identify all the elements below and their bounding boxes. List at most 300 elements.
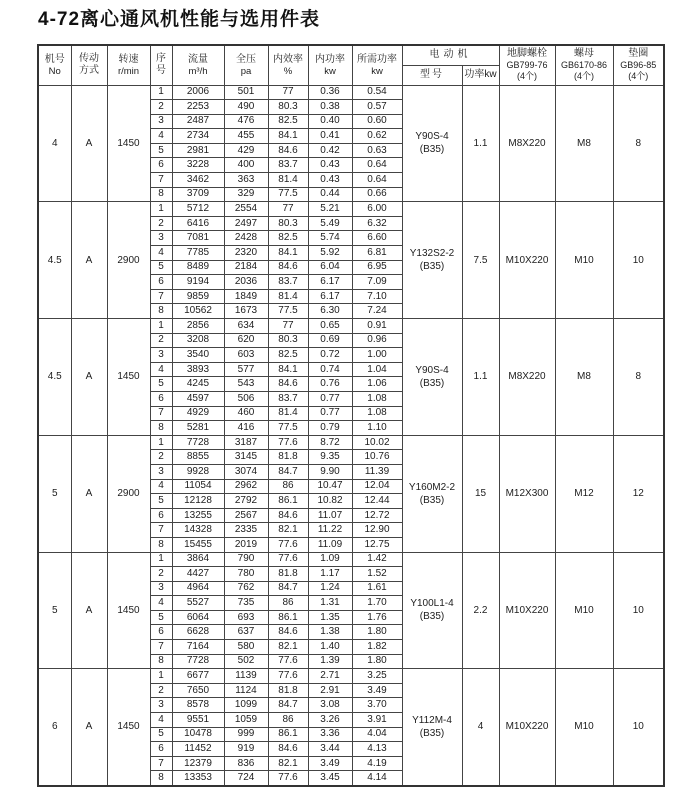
- cell-efficiency: 86: [268, 596, 308, 611]
- cell-required-power: 1.10: [352, 421, 402, 436]
- motor-model-text: Y160M2-2: [408, 481, 456, 493]
- header-efficiency-line1: 内效率: [273, 53, 303, 65]
- cell-flow: 15455: [172, 537, 224, 552]
- cell-power: 3.36: [308, 727, 352, 742]
- cell-power: 5.92: [308, 246, 352, 261]
- cell-flow: 13353: [172, 771, 224, 786]
- header-efficiency: [268, 45, 308, 85]
- cell-required-power: 1.08: [352, 406, 402, 421]
- cell-machine-no: 5: [38, 552, 71, 669]
- motor-model-text: Y90S-4: [415, 364, 449, 376]
- header-flow-line2: m³/h: [188, 65, 208, 77]
- cell-seq: 8: [150, 421, 172, 436]
- cell-required-power: 1.70: [352, 596, 402, 611]
- cell-power: 6.17: [308, 289, 352, 304]
- cell-flow: 3540: [172, 348, 224, 363]
- cell-seq: 8: [150, 187, 172, 202]
- cell-pressure: 1673: [224, 304, 268, 319]
- cell-efficiency: 82.1: [268, 640, 308, 655]
- header-washer-line1: 垫圈: [628, 48, 649, 60]
- cell-flow: 9928: [172, 464, 224, 479]
- cell-power: 5.21: [308, 202, 352, 217]
- header-anchor-line1: 地脚螺栓: [507, 48, 547, 60]
- cell-pressure: 476: [224, 114, 268, 129]
- cell-flow: 6064: [172, 610, 224, 625]
- cell-speed: 1450: [107, 319, 150, 436]
- cell-seq: 3: [150, 231, 172, 246]
- header-seq-line2: 号: [156, 65, 166, 77]
- cell-required-power: 12.72: [352, 508, 402, 523]
- cell-seq: 8: [150, 771, 172, 786]
- cell-motor-model: [402, 435, 462, 552]
- cell-required-power: 0.66: [352, 187, 402, 202]
- cell-pressure: 790: [224, 552, 268, 567]
- header-anchor-line3: (4个): [517, 71, 537, 82]
- cell-required-power: 3.70: [352, 698, 402, 713]
- cell-seq: 1: [150, 85, 172, 100]
- cell-efficiency: 77.6: [268, 669, 308, 684]
- cell-pressure: 506: [224, 391, 268, 406]
- cell-power: 5.74: [308, 231, 352, 246]
- cell-motor-power: 4: [462, 669, 499, 786]
- cell-seq: 4: [150, 129, 172, 144]
- cell-power: 0.79: [308, 421, 352, 436]
- cell-required-power: 0.63: [352, 143, 402, 158]
- cell-flow: 4929: [172, 406, 224, 421]
- cell-motor-power: 1.1: [462, 319, 499, 436]
- cell-efficiency: 82.1: [268, 523, 308, 538]
- cell-pressure: 3187: [224, 435, 268, 450]
- motor-frame-text: (B35): [419, 144, 445, 156]
- cell-pressure: 1099: [224, 698, 268, 713]
- cell-required-power: 11.39: [352, 464, 402, 479]
- cell-required-power: 6.81: [352, 246, 402, 261]
- cell-efficiency: 84.7: [268, 581, 308, 596]
- cell-flow: 11054: [172, 479, 224, 494]
- cell-pressure: 620: [224, 333, 268, 348]
- cell-nut: M10: [555, 669, 613, 786]
- cell-pressure: 724: [224, 771, 268, 786]
- cell-seq: 3: [150, 464, 172, 479]
- cell-flow: 13255: [172, 508, 224, 523]
- cell-motor-model: [402, 85, 462, 202]
- cell-required-power: 4.14: [352, 771, 402, 786]
- cell-seq: 6: [150, 508, 172, 523]
- cell-required-power: 3.25: [352, 669, 402, 684]
- cell-motor-model: [402, 202, 462, 319]
- cell-seq: 7: [150, 756, 172, 771]
- motor-model-text: Y112M-4: [412, 714, 452, 726]
- cell-efficiency: 82.5: [268, 231, 308, 246]
- cell-anchor-bolt: M12X300: [499, 435, 555, 552]
- cell-required-power: 0.57: [352, 100, 402, 115]
- table-header: [38, 45, 664, 85]
- cell-nut: M12: [555, 435, 613, 552]
- cell-flow: 11452: [172, 742, 224, 757]
- cell-flow: 9859: [172, 289, 224, 304]
- header-drive-line1: 传动: [79, 53, 99, 65]
- cell-anchor-bolt: M10X220: [499, 202, 555, 319]
- cell-efficiency: 84.7: [268, 464, 308, 479]
- cell-pressure: 2320: [224, 246, 268, 261]
- cell-power: 11.07: [308, 508, 352, 523]
- cell-drive-mode: A: [71, 85, 107, 202]
- cell-motor-model: [402, 319, 462, 436]
- cell-power: 1.38: [308, 625, 352, 640]
- cell-pressure: 490: [224, 100, 268, 115]
- cell-pressure: 577: [224, 362, 268, 377]
- header-washer-line3: (4个): [628, 71, 649, 82]
- cell-flow: 7728: [172, 435, 224, 450]
- cell-machine-no: 4: [38, 85, 71, 202]
- cell-pressure: 400: [224, 158, 268, 173]
- cell-required-power: 0.91: [352, 319, 402, 334]
- cell-power: 3.45: [308, 771, 352, 786]
- cell-power: 11.22: [308, 523, 352, 538]
- header-power: [308, 45, 352, 85]
- cell-pressure: 693: [224, 610, 268, 625]
- cell-pressure: 1059: [224, 713, 268, 728]
- cell-efficiency: 80.3: [268, 216, 308, 231]
- motor-frame-text: (B35): [419, 377, 445, 389]
- cell-pressure: 363: [224, 173, 268, 188]
- cell-flow: 3893: [172, 362, 224, 377]
- cell-power: 0.72: [308, 348, 352, 363]
- cell-required-power: 6.32: [352, 216, 402, 231]
- cell-efficiency: 80.3: [268, 333, 308, 348]
- cell-flow: 10562: [172, 304, 224, 319]
- motor-frame-text: (B35): [419, 494, 445, 506]
- header-anchor-line2: GB799-76: [506, 60, 548, 71]
- cell-flow: 2981: [172, 143, 224, 158]
- header-efficiency-line2: %: [283, 65, 293, 77]
- cell-efficiency: 84.6: [268, 260, 308, 275]
- cell-pressure: 543: [224, 377, 268, 392]
- cell-efficiency: 82.1: [268, 756, 308, 771]
- cell-required-power: 4.19: [352, 756, 402, 771]
- cell-pressure: 501: [224, 85, 268, 100]
- table-row: [38, 669, 664, 684]
- cell-flow: 9551: [172, 713, 224, 728]
- cell-flow: 5281: [172, 421, 224, 436]
- header-flow: [172, 45, 224, 85]
- cell-efficiency: 77.6: [268, 537, 308, 552]
- cell-required-power: 1.76: [352, 610, 402, 625]
- cell-pressure: 762: [224, 581, 268, 596]
- cell-pressure: 460: [224, 406, 268, 421]
- cell-required-power: 6.60: [352, 231, 402, 246]
- cell-seq: 2: [150, 100, 172, 115]
- cell-power: 0.43: [308, 173, 352, 188]
- header-power-line1: 内功率: [315, 53, 345, 65]
- header-speed-line2: r/min: [117, 65, 140, 77]
- cell-efficiency: 82.5: [268, 114, 308, 129]
- cell-seq: 3: [150, 698, 172, 713]
- cell-efficiency: 83.7: [268, 275, 308, 290]
- cell-efficiency: 77.5: [268, 304, 308, 319]
- cell-pressure: 2792: [224, 494, 268, 509]
- cell-motor-power: 7.5: [462, 202, 499, 319]
- cell-pressure: 836: [224, 756, 268, 771]
- cell-seq: 3: [150, 581, 172, 596]
- cell-drive-mode: A: [71, 202, 107, 319]
- cell-pressure: 580: [224, 640, 268, 655]
- header-machine-no-line1: 机号: [44, 53, 65, 65]
- cell-power: 1.24: [308, 581, 352, 596]
- cell-pressure: 3074: [224, 464, 268, 479]
- cell-flow: 7081: [172, 231, 224, 246]
- cell-required-power: 0.54: [352, 85, 402, 100]
- cell-machine-no: 6: [38, 669, 71, 786]
- cell-power: 5.49: [308, 216, 352, 231]
- cell-required-power: 12.44: [352, 494, 402, 509]
- cell-washer: 12: [613, 435, 664, 552]
- cell-pressure: 999: [224, 727, 268, 742]
- cell-efficiency: 81.8: [268, 567, 308, 582]
- header-anchor-bolt: [499, 45, 555, 85]
- cell-seq: 5: [150, 727, 172, 742]
- cell-efficiency: 77: [268, 202, 308, 217]
- cell-efficiency: 84.7: [268, 698, 308, 713]
- cell-required-power: 7.09: [352, 275, 402, 290]
- header-machine-no: [38, 45, 71, 85]
- cell-pressure: 1124: [224, 683, 268, 698]
- header-required-power: [352, 45, 402, 85]
- cell-seq: 4: [150, 713, 172, 728]
- cell-pressure: 735: [224, 596, 268, 611]
- cell-pressure: 429: [224, 143, 268, 158]
- cell-pressure: 919: [224, 742, 268, 757]
- cell-nut: M8: [555, 85, 613, 202]
- motor-frame-text: (B35): [419, 611, 445, 623]
- cell-machine-no: 5: [38, 435, 71, 552]
- cell-pressure: 2184: [224, 260, 268, 275]
- cell-flow: 7650: [172, 683, 224, 698]
- cell-efficiency: 77.6: [268, 552, 308, 567]
- cell-flow: 3228: [172, 158, 224, 173]
- cell-efficiency: 81.4: [268, 289, 308, 304]
- cell-efficiency: 83.7: [268, 158, 308, 173]
- cell-efficiency: 77.5: [268, 421, 308, 436]
- cell-washer: 10: [613, 202, 664, 319]
- cell-power: 0.65: [308, 319, 352, 334]
- cell-seq: 6: [150, 275, 172, 290]
- page-title: 4-72离心通风机性能与选用件表: [38, 9, 321, 30]
- cell-pressure: 2962: [224, 479, 268, 494]
- cell-required-power: 1.04: [352, 362, 402, 377]
- cell-required-power: 4.04: [352, 727, 402, 742]
- cell-motor-model: [402, 669, 462, 786]
- cell-pressure: 603: [224, 348, 268, 363]
- cell-machine-no: 4.5: [38, 202, 71, 319]
- cell-required-power: 1.00: [352, 348, 402, 363]
- cell-required-power: 7.24: [352, 304, 402, 319]
- cell-speed: 1450: [107, 85, 150, 202]
- cell-efficiency: 84.6: [268, 143, 308, 158]
- motor-frame-text: (B35): [419, 727, 445, 739]
- cell-required-power: 0.64: [352, 158, 402, 173]
- header-pressure-line1: 全压: [236, 53, 256, 65]
- cell-efficiency: 81.8: [268, 683, 308, 698]
- cell-motor-model: [402, 552, 462, 669]
- cell-efficiency: 86.1: [268, 727, 308, 742]
- header-row-1: [38, 45, 664, 65]
- cell-required-power: 3.49: [352, 683, 402, 698]
- cell-flow: 4245: [172, 377, 224, 392]
- table-row: [38, 552, 664, 567]
- cell-required-power: 1.08: [352, 391, 402, 406]
- cell-power: 0.38: [308, 100, 352, 115]
- cell-anchor-bolt: M8X220: [499, 85, 555, 202]
- table-row: [38, 319, 664, 334]
- cell-pressure: 329: [224, 187, 268, 202]
- cell-washer: 8: [613, 85, 664, 202]
- cell-speed: 2900: [107, 202, 150, 319]
- cell-efficiency: 86: [268, 479, 308, 494]
- cell-efficiency: 84.6: [268, 508, 308, 523]
- cell-motor-power: 15: [462, 435, 499, 552]
- cell-pressure: 1139: [224, 669, 268, 684]
- cell-efficiency: 81.8: [268, 450, 308, 465]
- cell-drive-mode: A: [71, 552, 107, 669]
- cell-pressure: 2554: [224, 202, 268, 217]
- cell-drive-mode: A: [71, 319, 107, 436]
- header-speed: [107, 45, 150, 85]
- cell-efficiency: 77.6: [268, 771, 308, 786]
- cell-power: 0.77: [308, 391, 352, 406]
- cell-efficiency: 81.4: [268, 173, 308, 188]
- cell-required-power: 1.61: [352, 581, 402, 596]
- cell-power: 6.17: [308, 275, 352, 290]
- cell-flow: 14328: [172, 523, 224, 538]
- table-body: [38, 85, 664, 786]
- cell-seq: 2: [150, 450, 172, 465]
- cell-seq: 5: [150, 143, 172, 158]
- cell-power: 0.77: [308, 406, 352, 421]
- cell-efficiency: 77: [268, 319, 308, 334]
- cell-power: 3.08: [308, 698, 352, 713]
- cell-required-power: 1.06: [352, 377, 402, 392]
- cell-efficiency: 84.6: [268, 625, 308, 640]
- cell-seq: 4: [150, 246, 172, 261]
- cell-anchor-bolt: M10X220: [499, 552, 555, 669]
- cell-flow: 8855: [172, 450, 224, 465]
- cell-flow: 9194: [172, 275, 224, 290]
- cell-flow: 4964: [172, 581, 224, 596]
- header-nut-line2: GB6170-86: [560, 60, 608, 71]
- cell-washer: 8: [613, 319, 664, 436]
- cell-pressure: 637: [224, 625, 268, 640]
- cell-seq: 1: [150, 669, 172, 684]
- header-washer: [613, 45, 664, 85]
- header-power-line2: kw: [324, 65, 336, 77]
- cell-washer: 10: [613, 552, 664, 669]
- header-washer-line2: GB96-85: [620, 60, 657, 71]
- cell-seq: 4: [150, 479, 172, 494]
- cell-seq: 2: [150, 683, 172, 698]
- cell-power: 0.41: [308, 129, 352, 144]
- cell-seq: 7: [150, 640, 172, 655]
- cell-efficiency: 80.3: [268, 100, 308, 115]
- motor-frame-text: (B35): [419, 261, 445, 273]
- cell-pressure: 416: [224, 421, 268, 436]
- cell-nut: M10: [555, 552, 613, 669]
- motor-model-text: Y132S2-2: [409, 248, 455, 260]
- cell-power: 1.09: [308, 552, 352, 567]
- motor-model-text: Y100L1-4: [410, 598, 454, 610]
- cell-required-power: 10.02: [352, 435, 402, 450]
- cell-pressure: 2036: [224, 275, 268, 290]
- header-nut-line3: (4个): [574, 71, 594, 82]
- cell-seq: 1: [150, 552, 172, 567]
- cell-seq: 1: [150, 319, 172, 334]
- cell-flow: 5527: [172, 596, 224, 611]
- cell-power: 9.35: [308, 450, 352, 465]
- cell-required-power: 4.13: [352, 742, 402, 757]
- cell-seq: 6: [150, 391, 172, 406]
- cell-power: 10.82: [308, 494, 352, 509]
- cell-power: 0.40: [308, 114, 352, 129]
- cell-pressure: 634: [224, 319, 268, 334]
- cell-power: 0.69: [308, 333, 352, 348]
- cell-flow: 6416: [172, 216, 224, 231]
- cell-seq: 3: [150, 114, 172, 129]
- header-seq-line1: 序: [156, 53, 166, 65]
- cell-flow: 6628: [172, 625, 224, 640]
- cell-required-power: 1.52: [352, 567, 402, 582]
- cell-power: 3.49: [308, 756, 352, 771]
- cell-required-power: 1.42: [352, 552, 402, 567]
- cell-seq: 1: [150, 202, 172, 217]
- cell-efficiency: 81.4: [268, 406, 308, 421]
- header-speed-line1: 转速: [118, 53, 139, 65]
- cell-flow: 4427: [172, 567, 224, 582]
- cell-flow: 3208: [172, 333, 224, 348]
- cell-power: 0.76: [308, 377, 352, 392]
- cell-flow: 2856: [172, 319, 224, 334]
- motor-model-text: Y90S-4: [415, 131, 449, 143]
- cell-seq: 5: [150, 494, 172, 509]
- header-drive-line2: 方式: [79, 65, 99, 77]
- cell-pressure: 3145: [224, 450, 268, 465]
- cell-power: 10.47: [308, 479, 352, 494]
- cell-flow: 2734: [172, 129, 224, 144]
- header-required-line1: 所需功率: [357, 53, 397, 65]
- fan-performance-table: [37, 44, 665, 787]
- cell-flow: 6677: [172, 669, 224, 684]
- cell-required-power: 1.82: [352, 640, 402, 655]
- cell-required-power: 0.60: [352, 114, 402, 129]
- cell-efficiency: 86: [268, 713, 308, 728]
- cell-seq: 6: [150, 625, 172, 640]
- cell-flow: 5712: [172, 202, 224, 217]
- cell-power: 1.31: [308, 596, 352, 611]
- cell-power: 0.74: [308, 362, 352, 377]
- header-required-line2: kw: [371, 65, 383, 77]
- cell-seq: 5: [150, 610, 172, 625]
- cell-power: 0.44: [308, 187, 352, 202]
- cell-pressure: 2335: [224, 523, 268, 538]
- cell-power: 6.04: [308, 260, 352, 275]
- header-nut: [555, 45, 613, 85]
- cell-efficiency: 83.7: [268, 391, 308, 406]
- cell-power: 1.40: [308, 640, 352, 655]
- cell-required-power: 7.10: [352, 289, 402, 304]
- cell-drive-mode: A: [71, 669, 107, 786]
- cell-seq: 8: [150, 654, 172, 669]
- cell-pressure: 2567: [224, 508, 268, 523]
- cell-flow: 2487: [172, 114, 224, 129]
